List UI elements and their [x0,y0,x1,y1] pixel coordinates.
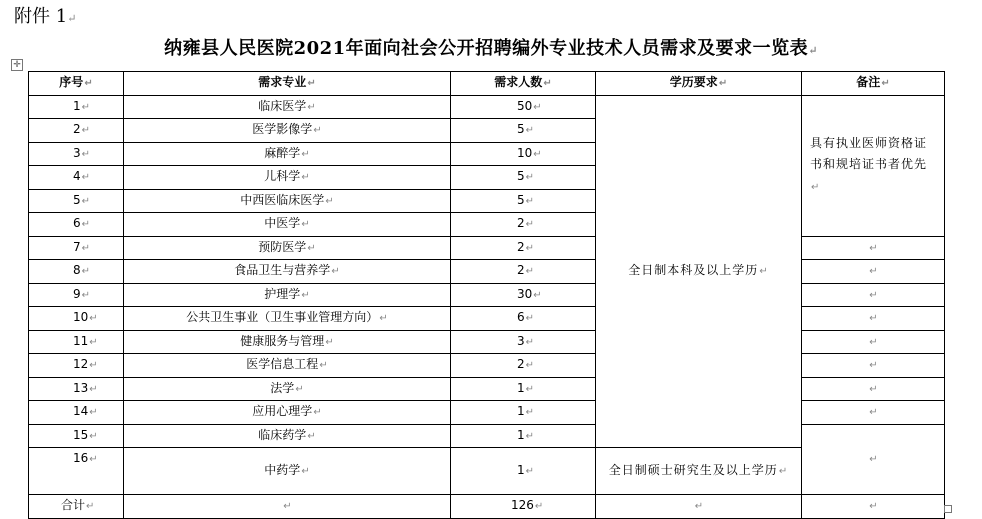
row-count: 5↵ [451,119,596,143]
row-no: 5↵ [29,189,124,213]
table-move-handle-icon[interactable]: ✛ [11,59,23,71]
row-count: 30↵ [451,283,596,307]
row-count: 5↵ [451,166,596,190]
header-education: 学历要求↵ [596,72,802,96]
table-row [29,260,945,284]
header-note: 备注↵ [802,72,945,96]
row-no: 6↵ [29,213,124,237]
table-row [29,401,945,425]
row-no: 14↵ [29,401,124,425]
row-major: 应用心理学↵ [124,401,451,425]
education-master: 全日制硕士研究生及以上学历↵ [596,448,802,495]
row-major: 儿科学↵ [124,166,451,190]
page-title: 纳雍县人民医院2021年面向社会公开招聘编外专业技术人员需求及要求一览表↵ [164,38,818,59]
table-row [29,424,945,448]
note-empty: ↵ [802,330,945,354]
row-no: 11↵ [29,330,124,354]
row-major: 食品卫生与营养学↵ [124,260,451,284]
row-no: 9↵ [29,283,124,307]
row-major: 法学↵ [124,377,451,401]
row-major: 中西医临床医学↵ [124,189,451,213]
row-no: 16↵ [29,448,124,495]
row-count: 5↵ [451,189,596,213]
row-major: 预防医学↵ [124,236,451,260]
total-count: 126↵ [451,495,596,519]
row-no: 15↵ [29,424,124,448]
row-no: 10↵ [29,307,124,331]
row-count: 2↵ [451,236,596,260]
row-major: 公共卫生事业（卫生事业管理方向）↵ [124,307,451,331]
row-no: 12↵ [29,354,124,378]
row-major: 临床医学↵ [124,95,451,119]
table-total-row [29,495,945,519]
note-empty: ↵ [802,424,945,495]
table-row [29,236,945,260]
row-count: 10↵ [451,142,596,166]
table-row [29,283,945,307]
note-empty: ↵ [802,354,945,378]
header-count: 需求人数↵ [451,72,596,96]
row-major: 麻醉学↵ [124,142,451,166]
row-no: 7↵ [29,236,124,260]
table-resize-handle-icon[interactable] [944,505,952,513]
row-no: 3↵ [29,142,124,166]
row-no: 8↵ [29,260,124,284]
row-major: 医学信息工程↵ [124,354,451,378]
row-no: 4↵ [29,166,124,190]
header-major: 需求专业↵ [124,72,451,96]
table-header-row [29,72,945,96]
row-count: 50↵ [451,95,596,119]
row-count: 1↵ [451,377,596,401]
table-row [29,95,945,119]
total-label: 合计↵ [29,495,124,519]
total-note-empty: ↵ [802,495,945,519]
row-major: 医学影像学↵ [124,119,451,143]
header-no: 序号↵ [29,72,124,96]
note-license: 具有执业医师资格证书和规培证书者优先↵ [802,95,945,236]
row-major: 临床药学↵ [124,424,451,448]
table-row [29,307,945,331]
table-row [29,330,945,354]
requirements-table [28,71,945,519]
row-count: 2↵ [451,354,596,378]
row-count: 6↵ [451,307,596,331]
row-count: 1↵ [451,424,596,448]
total-major-empty: ↵ [124,495,451,519]
note-empty: ↵ [802,260,945,284]
row-major: 护理学↵ [124,283,451,307]
total-education-empty: ↵ [596,495,802,519]
note-empty: ↵ [802,377,945,401]
note-empty: ↵ [802,401,945,425]
row-no: 13↵ [29,377,124,401]
row-major: 健康服务与管理↵ [124,330,451,354]
note-empty: ↵ [802,283,945,307]
education-bachelor: 全日制本科及以上学历↵ [596,95,802,448]
row-count: 1↵ [451,401,596,425]
table-row [29,377,945,401]
row-no: 2↵ [29,119,124,143]
row-count: 1↵ [451,448,596,495]
row-no: 1↵ [29,95,124,119]
row-count: 2↵ [451,260,596,284]
note-empty: ↵ [802,307,945,331]
row-count: 2↵ [451,213,596,237]
row-major: 中药学↵ [124,448,451,495]
table-row [29,354,945,378]
row-major: 中医学↵ [124,213,451,237]
row-count: 3↵ [451,330,596,354]
note-empty: ↵ [802,236,945,260]
attachment-label: 附件 1↵ [14,6,77,27]
